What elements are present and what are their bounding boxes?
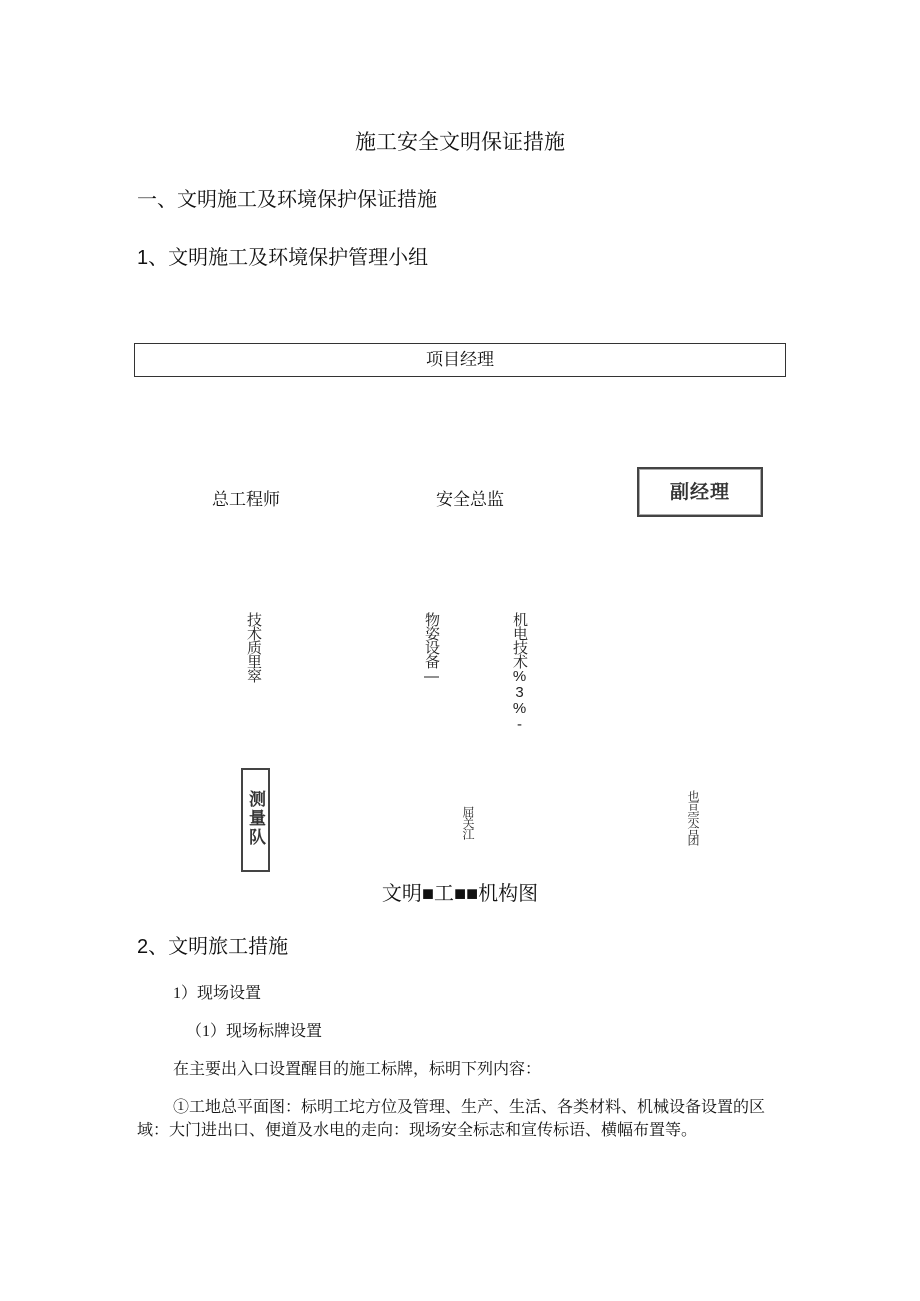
document-title: 施工安全文明保证措施 (355, 131, 565, 154)
org-node-tech-quality: 技术质里窣 (245, 612, 262, 682)
org-node-project-manager: 项目经理 (134, 343, 786, 377)
list-item-site-setup: 1）现场设置 (173, 985, 262, 1002)
org-chart-caption: 文明■工■■机构图 (381, 883, 539, 905)
subsection-heading: 1、文明施工及环境保护管理小组 (137, 247, 429, 269)
list-subitem-signboard: （1）现场标牌设置 (186, 1023, 323, 1040)
org-node-materials-equipment: 物姿设备— (423, 612, 440, 684)
org-node-survey-team-label: 测量队 (245, 790, 265, 847)
org-node-survey-team (241, 768, 270, 872)
body-paragraph-2: ①工地总平面图：标明工坨方位及管理、生产、生活、各类材料、机械设备设置的区域：大门进出口、便道及水电的走向：现场安全标志和宣传标语、横幅布置等。 (137, 1099, 766, 1139)
org-node-mech-elec-tech: 机电技术%3%- (511, 612, 528, 732)
body-paragraph: 在主要出入口设置醒目的施工标牌，标明下列内容： (173, 1061, 542, 1078)
org-node-deputy-manager: 副经理 (637, 467, 763, 517)
org-node-safety-director: 安全总监 (436, 490, 504, 509)
org-node-middle-team: 屈关江 (461, 806, 475, 839)
subsection-heading-2: 2、文明旅工措施 (137, 936, 289, 958)
org-node-right-team: 也亘宗合团 (686, 790, 700, 845)
org-node-chief-engineer: 总工程师 (212, 490, 280, 509)
section-heading: 一、文明施工及环境保护保证措施 (137, 189, 437, 211)
